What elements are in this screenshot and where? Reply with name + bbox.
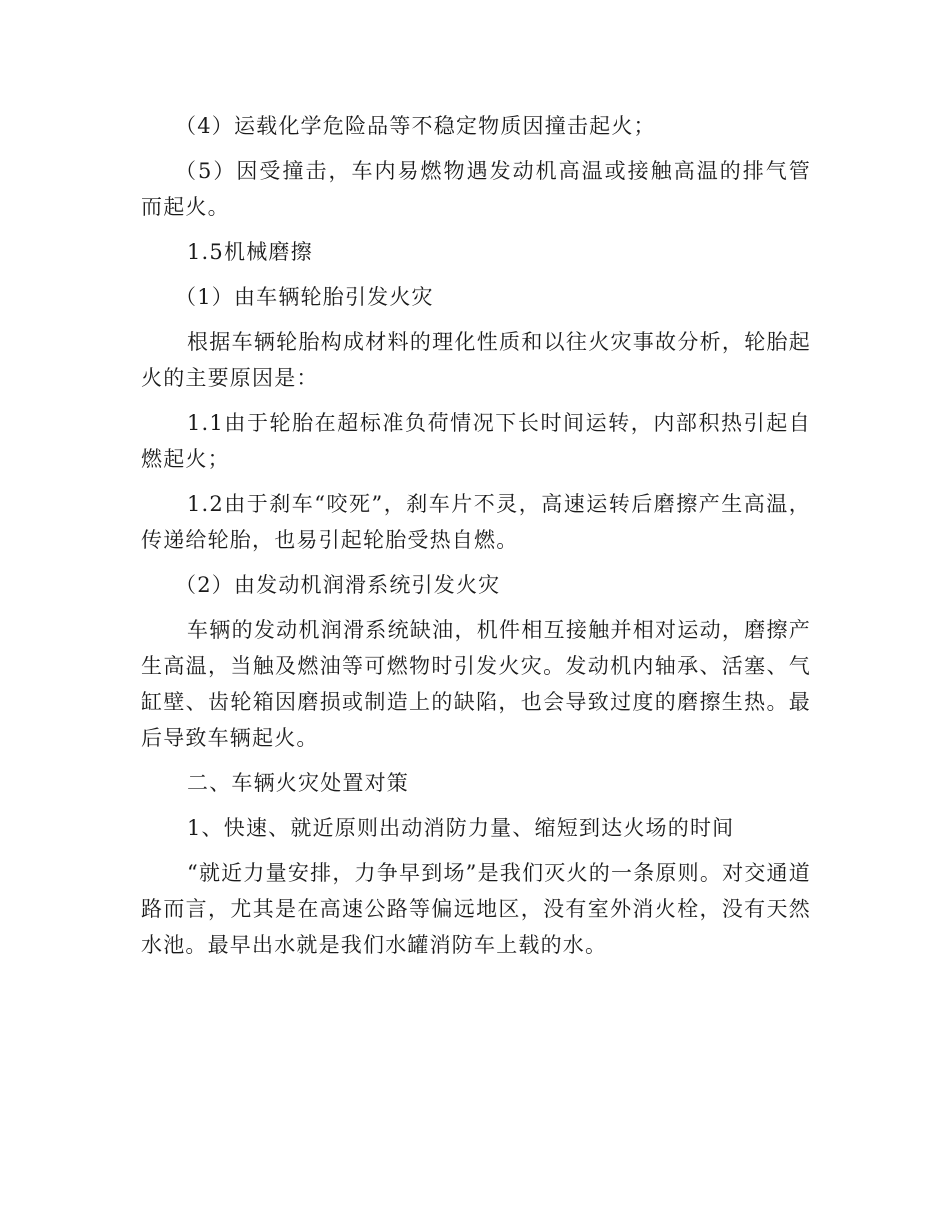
paragraph-item-4: （4）运载化学危险品等不稳定物质因撞击起火；: [175, 114, 656, 138]
paragraph-lubrication: 车辆的发动机润滑系统缺油，机件相互接触并相对运动，磨擦产生高温，当触及燃油等可燃物时引发火灾。发动机内轴承、活塞、气缸壁、齿轮箱因磨损或制造上的缺陷，也会导致过度的磨擦生热。最后导致车辆起火。: [141, 618, 811, 750]
subheading-lubrication-fire: （2）由发动机润滑系统引发火灾: [175, 573, 501, 597]
paragraph-nearby-principle: “就近力量安排，力争早到场”是我们灭火的一条原则。对交通道路而言，尤其是在高速公路等偏远地区，没有室外消火栓，没有天然水池。最早出水就是我们水罐消防车上载的水。: [141, 861, 811, 957]
subheading-tire-fire: （1）由车辆轮胎引发火灾: [175, 285, 434, 309]
section-heading-countermeasures: 二、车辆火灾处置对策: [187, 771, 409, 795]
document-body: [141, 108, 811, 972]
paragraph-cause-1-1: 1.1由于轮胎在超标准负荷情况下长时间运转，内部积热引起自燃起火；: [141, 411, 811, 471]
paragraph-item-5: （5）因受撞击，车内易燃物遇发动机高温或接触高温的排气管而起火。: [141, 159, 811, 219]
paragraph-cause-1-2: 1.2由于刹车“咬死”，刹车片不灵，高速运转后磨擦产生高温，传递给轮胎，也易引起轮胎受热自燃。: [141, 492, 811, 552]
subheading-quick-dispatch: 1、快速、就近原则出动消防力量、缩短到达火场的时间: [187, 816, 735, 840]
section-heading-mechanical-friction: 1.5机械磨擦: [187, 240, 313, 264]
paragraph-tire-analysis: 根据车辆轮胎构成材料的理化性质和以往火灾事故分析，轮胎起火的主要原因是：: [141, 330, 811, 390]
